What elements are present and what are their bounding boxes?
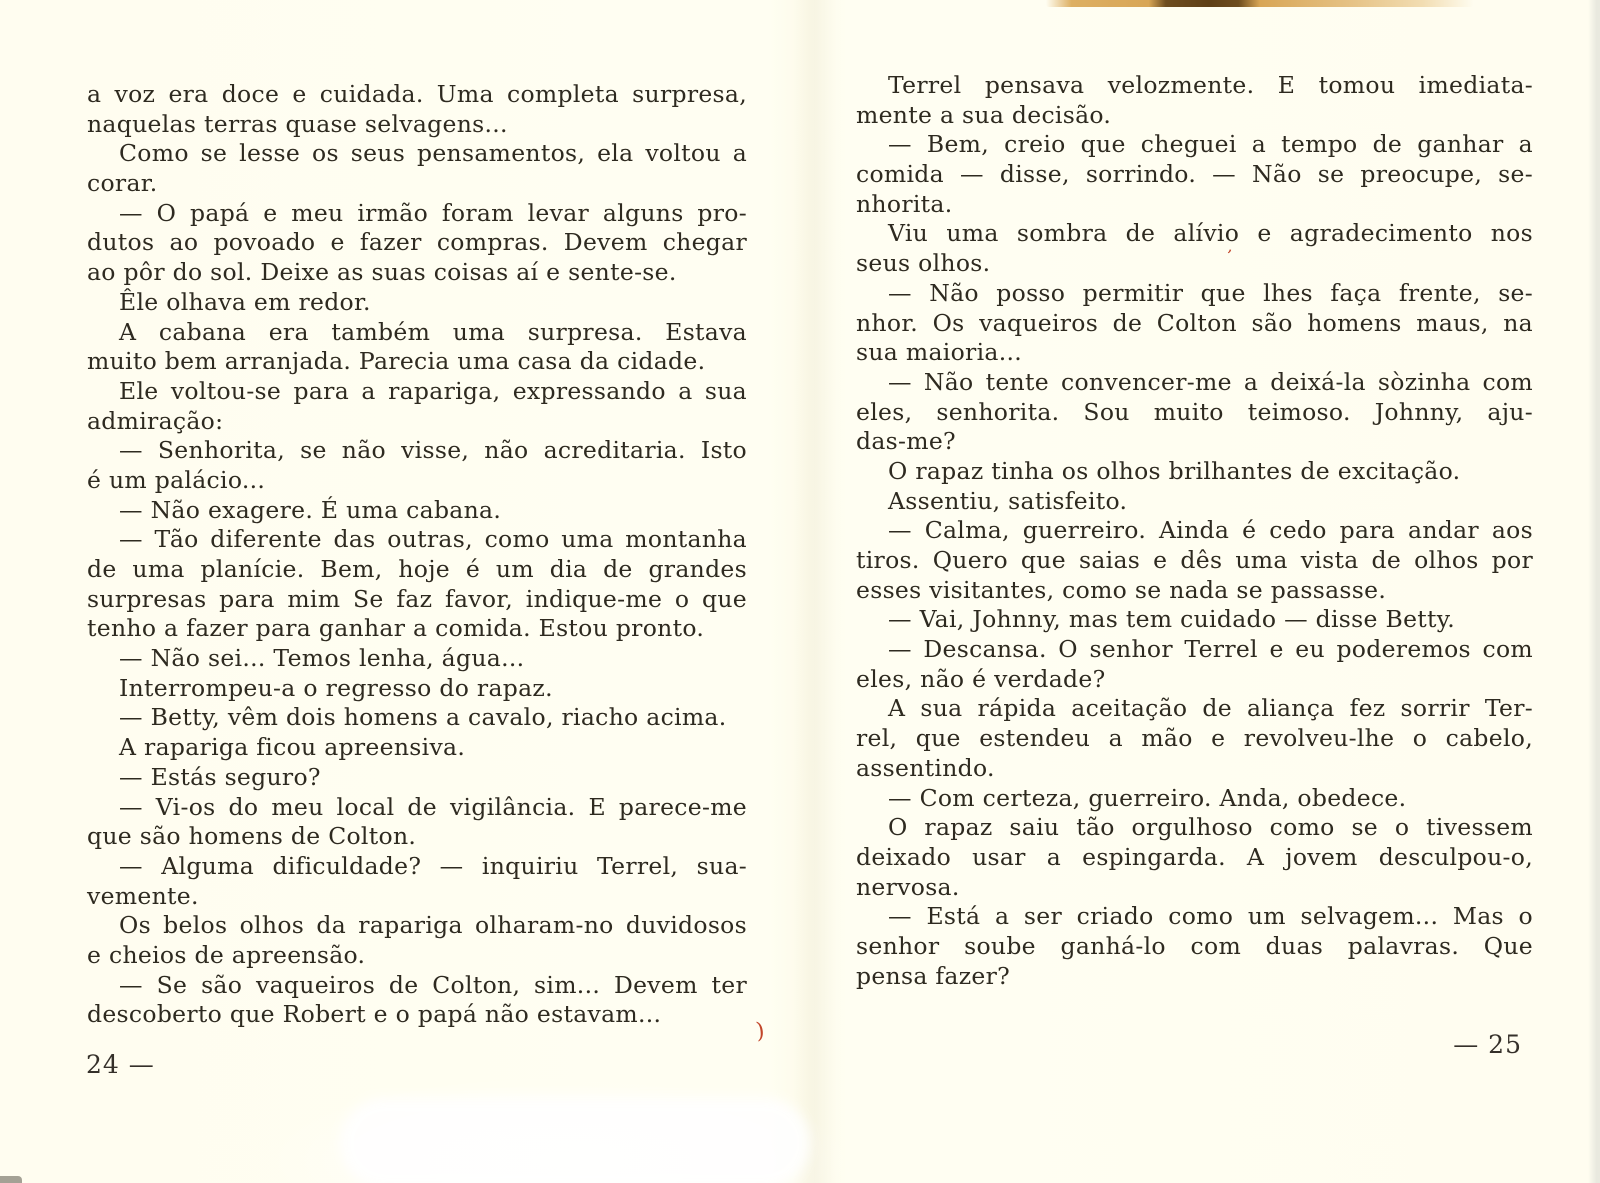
text-line: Terrel pensava velozmente. E tomou imediata- <box>888 71 1533 99</box>
text-line: nhor. Os vaqueiros de Colton são homens maus, na <box>856 308 1533 337</box>
text-line: pensa fazer? <box>856 961 1011 990</box>
text-line: — Com certeza, guerreiro. Anda, obedece. <box>888 783 1407 812</box>
text-line: deixado usar a espingarda. A jovem desculpou-o, <box>856 842 1533 871</box>
scan-artifact-white-blob <box>340 1098 810 1183</box>
scan-artifact-corner-speck <box>0 1176 22 1183</box>
text-line: — Alguma dificuldade? — inquiriu Terrel, sua- <box>119 851 747 880</box>
text-line: Viu uma sombra de alívio e agradecimento nos <box>888 219 1533 248</box>
text-line: O rapaz tinha os olhos brilhantes de excitação. <box>888 456 1461 485</box>
text-line: — Senhorita, se não visse, não acreditaria. Isto <box>119 436 747 465</box>
text-line: — Não sei... Temos lenha, água... <box>119 644 525 673</box>
text-line: O rapaz saiu tão orgulhoso como se o tivessem <box>888 813 1533 842</box>
text-line: tenho a fazer para ganhar a comida. Estou pronto. <box>87 614 705 643</box>
text-line: esses visitantes, como se nada se passasse. <box>856 575 1387 604</box>
text-line: A rapariga ficou apreensiva. <box>119 733 466 762</box>
text-line: surpresas para mim Se faz favor, indique-me o que <box>87 584 747 613</box>
page-right-text <box>856 71 1533 991</box>
text-line: — Descansa. O senhor Terrel e eu poderemos com <box>888 635 1533 664</box>
text-line: — Não tente convencer-me a deixá-la sòzinha com <box>888 367 1533 396</box>
text-line: mente a sua decisão. <box>856 100 1112 129</box>
text-line: — Não exagere. É uma cabana. <box>119 495 502 524</box>
text-line: é um palácio... <box>87 465 266 494</box>
text-line: Como se lesse os seus pensamentos, ela voltou a <box>119 139 747 168</box>
text-line: senhor soube ganhá-lo com duas palavras. Que <box>856 931 1533 960</box>
text-line: assentindo. <box>856 753 995 782</box>
page-gutter-shadow <box>793 0 837 1183</box>
text-line: — Calma, guerreiro. Ainda é cedo para andar aos <box>888 516 1533 545</box>
scan-artifact-top-streak <box>1046 0 1474 7</box>
text-line: Interrompeu-a o regresso do rapaz. <box>119 673 553 702</box>
red-ink-mark: ’ <box>1224 245 1234 266</box>
text-line: — Bem, creio que cheguei a tempo de ganhar a <box>888 130 1533 159</box>
text-line: — Betty, vêm dois homens a cavalo, riacho acima. <box>119 703 727 732</box>
text-line: — Está a ser criado como um selvagem... Mas o <box>888 902 1533 931</box>
page-number-left: 24 — <box>86 1050 155 1079</box>
text-line: A sua rápida aceitação de aliança fez sorrir Ter- <box>888 694 1533 723</box>
text-line: — Não posso permitir que lhes faça frente, se- <box>888 278 1533 307</box>
text-line: rel, que estendeu a mão e revolveu-lhe o cabelo, <box>856 724 1533 753</box>
red-ink-mark: ) <box>754 1018 766 1045</box>
text-line: que são homens de Colton. <box>87 822 417 851</box>
text-line: A cabana era também uma surpresa. Estava <box>119 317 747 346</box>
text-line: seus olhos. <box>856 249 991 278</box>
text-line: corar. <box>87 169 158 198</box>
text-line: eles, senhorita. Sou muito teimoso. Johnny, aju- <box>856 397 1533 426</box>
text-line: — Vi-os do meu local de vigilância. E parece-me <box>119 792 747 821</box>
text-line: Êle olhava em redor. <box>119 287 371 316</box>
text-line: comida — disse, sorrindo. — Não se preocupe, se- <box>856 160 1533 189</box>
text-line: descoberto que Robert e o papá não estavam... <box>87 1000 662 1029</box>
text-line: sua maioria... <box>856 338 1023 367</box>
text-line: — Estás seguro? <box>119 762 321 791</box>
page-left-text <box>87 80 747 1030</box>
text-line: Assentiu, satisfeito. <box>888 486 1128 515</box>
text-line: muito bem arranjada. Parecia uma casa da cidade. <box>87 347 706 376</box>
text-line: nervosa. <box>856 872 960 901</box>
page-number-right: — 25 <box>1453 1030 1522 1059</box>
text-line: vemente. <box>87 881 199 910</box>
text-line: — Vai, Johnny, mas tem cuidado — disse Betty. <box>888 605 1455 634</box>
text-line: de uma planície. Bem, hoje é um dia de grandes <box>87 555 747 583</box>
text-line: eles, não é verdade? <box>856 664 1106 693</box>
text-line: — O papá e meu irmão foram levar alguns pro- <box>119 198 747 227</box>
text-line: dutos ao povoado e fazer compras. Devem chegar <box>87 228 747 257</box>
text-line: — Se são vaqueiros de Colton, sim... Devem ter <box>119 970 747 999</box>
page-edge-shadow <box>1588 0 1600 1183</box>
text-line: tiros. Quero que saias e dês uma vista de olhos por <box>856 546 1533 574</box>
text-line: das-me? <box>856 427 956 456</box>
text-line: naquelas terras quase selvagens... <box>87 109 508 138</box>
text-line: Ele voltou-se para a rapariga, expressando a sua <box>119 376 747 405</box>
text-line: — Tão diferente das outras, como uma montanha <box>119 525 747 554</box>
text-line: a voz era doce e cuidada. Uma completa surpresa, <box>87 80 747 108</box>
text-line: Os belos olhos da rapariga olharam-no duvidosos <box>119 911 747 940</box>
text-line: admiração: <box>87 406 224 435</box>
text-line: nhorita. <box>856 189 953 218</box>
text-line: ao pôr do sol. Deixe as suas coisas aí e sente-se. <box>87 258 677 287</box>
text-line: e cheios de apreensão. <box>87 940 366 969</box>
